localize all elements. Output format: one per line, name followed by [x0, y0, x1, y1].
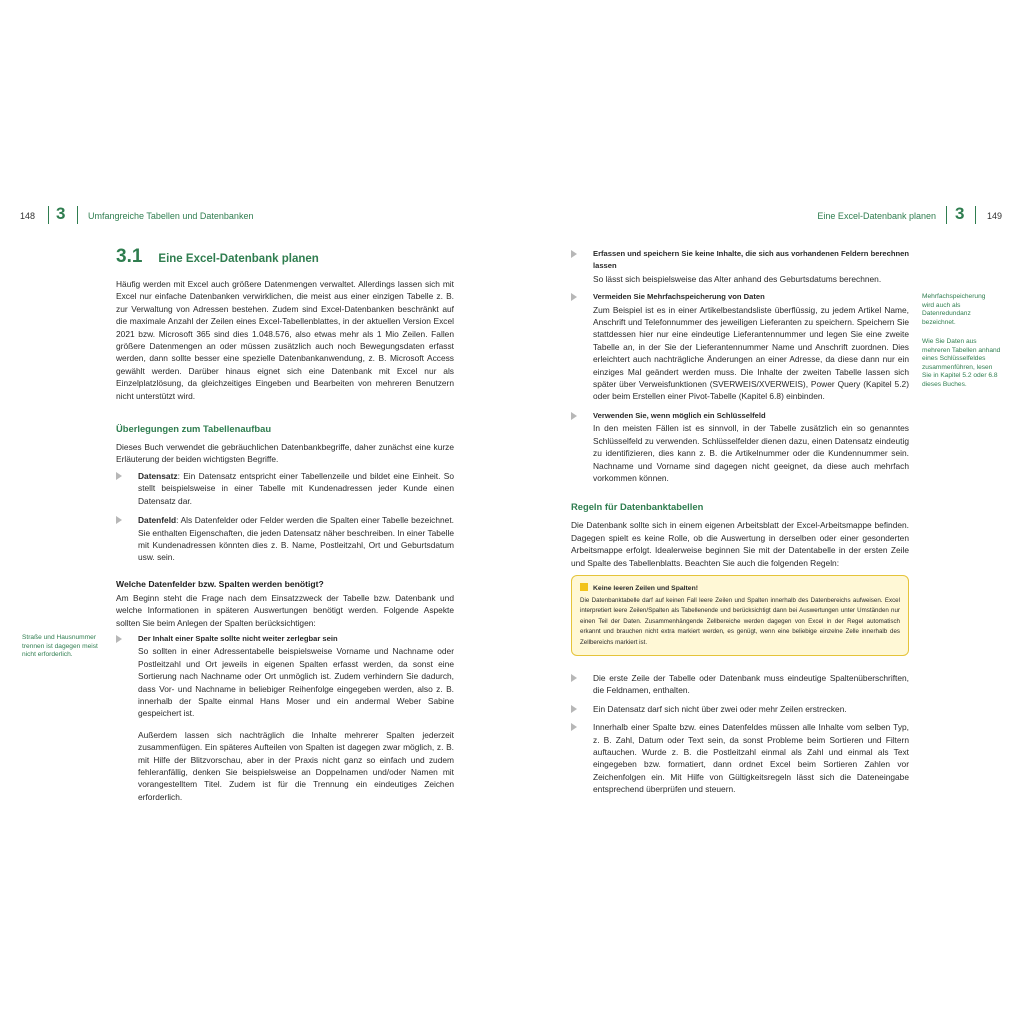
bullet-marker-icon [571, 293, 577, 301]
right-page-number: 149 [987, 211, 1003, 221]
note-box [571, 575, 909, 656]
bullet-title: Der Inhalt einer Spalte sollte nicht weiter zerlegbar sein [138, 633, 338, 643]
bullet-title: Vermeiden Sie Mehrfachspeicherung von Daten [593, 292, 765, 302]
bullet-paragraph: Zum Beispiel ist es in einer Artikelbestandsliste überflüssig, zu jedem Artikel Name, Anschrift und Telefonnummer des jeweiligen Lieferanten zu speichern. Speichern Sie stattdessen hier nur eine eindeutige Lieferantennummer und legen Sie eine zweite Tabelle an, in der Sie der Lieferantennummer Name und Anschrift zuordnen. Dies erleichtert auch nachträgliche Änderungen an einer Adresse, da diese dann nur ein einziges Mal geändert werden muss. Die Inhalte der zweiten Tabelle lassen sich später über Verweisfunktionen (SVERWEIS/XVERWEIS), Power Query (Kapitel 5.2) oder beim Erstellen einer Pivot-Tabelle (Kapitel 6.8) einbinden. [593, 304, 909, 402]
bullet-paragraph: Außerdem lassen sich nachträglich die Inhalte mehrerer Spalten jederzeit zusammenfügen. Ein späteres Aufteilen von Spalten ist dagegen zwar möglich, z. B. mit Hilfe der Blitzvorschau, aber in der Praxis nicht ganz so einfach und zudem fehleranfällig, denken Sie beispielsweise an Doppelnamen und/oder Namen mit vorangestelltem Titel. Zudem ist für die Trennung ein eindeutiges Zeichen erforderlich. [138, 729, 454, 802]
bullet-marker-icon [116, 635, 122, 643]
bullet-paragraph: Die erste Zeile der Tabelle oder Datenbank muss eindeutige Spaltenüberschriften, die Feldnamen, enthalten. [593, 672, 909, 696]
header-divider [975, 206, 976, 224]
header-divider [77, 206, 78, 224]
heading-regeln: Regeln für Datenbanktabellen [571, 501, 704, 513]
bullet-marker-icon [116, 516, 122, 524]
right-chapter-number: 3 [955, 204, 965, 223]
list-item [116, 470, 454, 507]
note-square-icon [580, 583, 588, 591]
bullet-paragraph: Ein Datensatz darf sich nicht über zwei oder mehr Zeilen erstrecken. [593, 703, 847, 714]
section-intro: Häufig werden mit Excel auch größere Datenmengen verwaltet. Allerdings lassen sich mit Excel nur einfache Datenbanken verwirklichen, die meist aus einer einzigen Tabelle z. B. zur Verwaltung von Adressen bestehen. Zudem sind Excel-Datenbanken beschränkt auf die maximale Anzahl der Zeilen eines Excel-Tabellenblattes, in der aktuellen Version Excel 2021 bzw. Microsoft 365 sind dies 1.048.576, also etwas mehr als 1 Mio Zeilen. Fallen größere Datenmengen an oder müssen zusätzlich auch noch Bewegungsdaten erfasst werden, dann sollte besser eine spezielle Datenbankanwendung, z. B. Microsoft Access gewählt werden. Darüber hinaus eignet sich eine Datenbank mit Excel nur als Einzelplatzlösung, da gleichzeitiges Eingeben und Bearbeiten von mehreren Benutzern nicht unterstützt wird. [116, 279, 454, 401]
term-text: : Als Datenfelder oder Felder werden die Spalten einer Tabelle bezeichnet. Sie enthalten Eigenschaften, die jeden Datensatz näher beschreiben. In einer Tabelle mit Kundenadressen könnten dies z. B. Name, Postleitzahl, Ort und Geburtsdatum usw. sein. [138, 515, 454, 563]
heading-welche-datenfelder: Welche Datenfelder bzw. Spalten werden benötigt? [116, 578, 324, 589]
bullet-marker-icon [571, 723, 577, 731]
bullet-paragraph: Innerhalb einer Spalte bzw. eines Datenfeldes müssen alle Inhalte vom selben Typ, z. B. Zahl, Datum oder Text sein, da sonst Probleme beim Sortieren und Filtern auftauchen. Wurde z. B. die Postleitzahl einmal als Zahl und einmal als Text eingegeben bzw. formatiert, dann ordnet Excel beim Sortieren Zahlen vor Zeichenfolgen ein. Mit Hilfe von Gültigkeitsregeln lässt sich die Dateneingabe entsprechend überprüfen und steuern. [593, 722, 909, 795]
left-chapter-number: 3 [56, 204, 66, 223]
bullet-title: Erfassen und speichern Sie keine Inhalte, die sich aus vorhandenen Feldern berechnen lassen [593, 249, 909, 271]
bullet-marker-icon [571, 250, 577, 258]
header-divider [48, 206, 49, 224]
left-page-number: 148 [20, 211, 36, 221]
list-item [571, 703, 909, 715]
list-item [571, 721, 909, 795]
welche-intro: Am Beginn steht die Frage nach dem Einsatzzweck der Tabelle bzw. Datenbank und welche Informationen in späteren Auswertungen benötigt werden. Folgende Aspekte sollten Sie beim Anlegen der Spalten berücksichtigen: [116, 592, 454, 628]
ueberlegungen-intro: Dieses Buch verwendet die gebräuchlichen Datenbankbegriffe, daher zunächst eine kurze Erläuterung der beiden wichtigsten Begriffe. [116, 442, 454, 465]
header-divider [946, 206, 947, 224]
note-text: Die Datenbanktabelle darf auf keinen Fall leere Zeilen und Spalten innerhalb des Datenbereichs aufweisen. Excel interpretiert leere Zeilen/Spalten als Tabellenende und berücksichtigt dann bei Auswertungen unter Umständen nur einen Teil der Daten. Zusammenhängende Zellbereiche werden dagegen von Excel in der Regel automatisch erkannt und brauchen nicht extra markiert werden, es genügt, wenn eine beliebige einzelne Zelle innerhalb des Zellbereichs markiert ist. [580, 596, 900, 646]
bullet-marker-icon [571, 705, 577, 713]
margin-note-strasse: Straße und Hausnummer trennen ist dagegen meist nicht erforderlich. [22, 634, 98, 659]
bullet-paragraph: So sollten in einer Adressentabelle beispielsweise Vorname und Nachname oder Postleitzahl und Ort jeweils in eigenen Spalten erfasst werden, da sonst eine Sortierung nach Nachname oder Ort unmöglich ist. Zudem verhindern Sie dadurch, dass Vor- und Nachname in beliebiger Reihenfolge eingegeben werden, also z. B. innerhalb der Spalte einmal Hans Moser und ein andermal Weber Sabine gespeichert ist. [138, 646, 454, 719]
term-text: : Ein Datensatz entspricht einer Tabellenzeile und bildet eine Einheit. So stellt beispielsweise in einer Tabelle mit Kundenadressen jeder Kunde einen Datensatz dar. [138, 470, 454, 506]
list-item [116, 633, 454, 803]
margin-note-schluesselfeld: Wie Sie Daten aus mehreren Tabellen anhand eines Schlüsselfeldes zusammenführen, lesen Sie in Kapitel 5.2 oder 6.8 dieses Buches. [922, 338, 1001, 388]
note-title-text: Keine leeren Zeilen und Spalten! [593, 584, 698, 592]
term-label: Datensatz [138, 470, 178, 481]
list-item [571, 410, 909, 484]
list-item [571, 291, 909, 403]
bullet-paragraph: So lässt sich beispielsweise das Alter anhand des Geburtsdatums berechnen. [593, 273, 882, 284]
regeln-intro: Die Datenbank sollte sich in einem eigenen Arbeitsblatt der Excel-Arbeitsmappe befinden. Dagegen spielt es keine Rolle, ob die Auswertung in derselben oder einer gesonderten Arbeitsmappe erfolgt. Idealerweise beginnen Sie mit der Datentabelle in der ersten Zeile und Spalte des Tabellenblatts. Beachten Sie auch die folgenden Regeln: [571, 520, 909, 568]
margin-note-redundanz: Mehrfachspeicherung wird auch als Datenredundanz bezeichnet. [922, 293, 986, 326]
section-heading [116, 246, 454, 268]
section-title: Eine Excel-Datenbank planen [158, 253, 319, 265]
note-title [580, 583, 900, 594]
list-item [571, 248, 909, 285]
heading-ueberlegungen: Überlegungen zum Tabellenaufbau [116, 423, 272, 435]
list-item [571, 672, 909, 697]
bullet-marker-icon [116, 472, 122, 480]
bullet-title: Verwenden Sie, wenn möglich ein Schlüsselfeld [593, 410, 766, 420]
left-column [116, 246, 454, 803]
bullet-paragraph: In den meisten Fällen ist es sinnvoll, in der Tabelle zusätzlich ein so genanntes Schlüsselfeld zu verwenden. Schlüsselfelder dienen dazu, einen Datensatz eindeutig zu identifizieren, dies kann z. B. die Artikelnummer oder die Kundennummer sein. Nachname und Vorname sind dagegen nicht geeignet, da diese auch mehrfach vorkommen können. [593, 423, 909, 483]
bullet-marker-icon [571, 674, 577, 682]
right-column [571, 248, 909, 796]
bullet-marker-icon [571, 412, 577, 420]
right-section-title: Eine Excel-Datenbank planen [817, 211, 936, 221]
list-item [116, 514, 454, 564]
left-chapter-title: Umfangreiche Tabellen und Datenbanken [88, 211, 254, 221]
term-label: Datenfeld [138, 515, 177, 526]
section-number: 3.1 [116, 246, 143, 267]
